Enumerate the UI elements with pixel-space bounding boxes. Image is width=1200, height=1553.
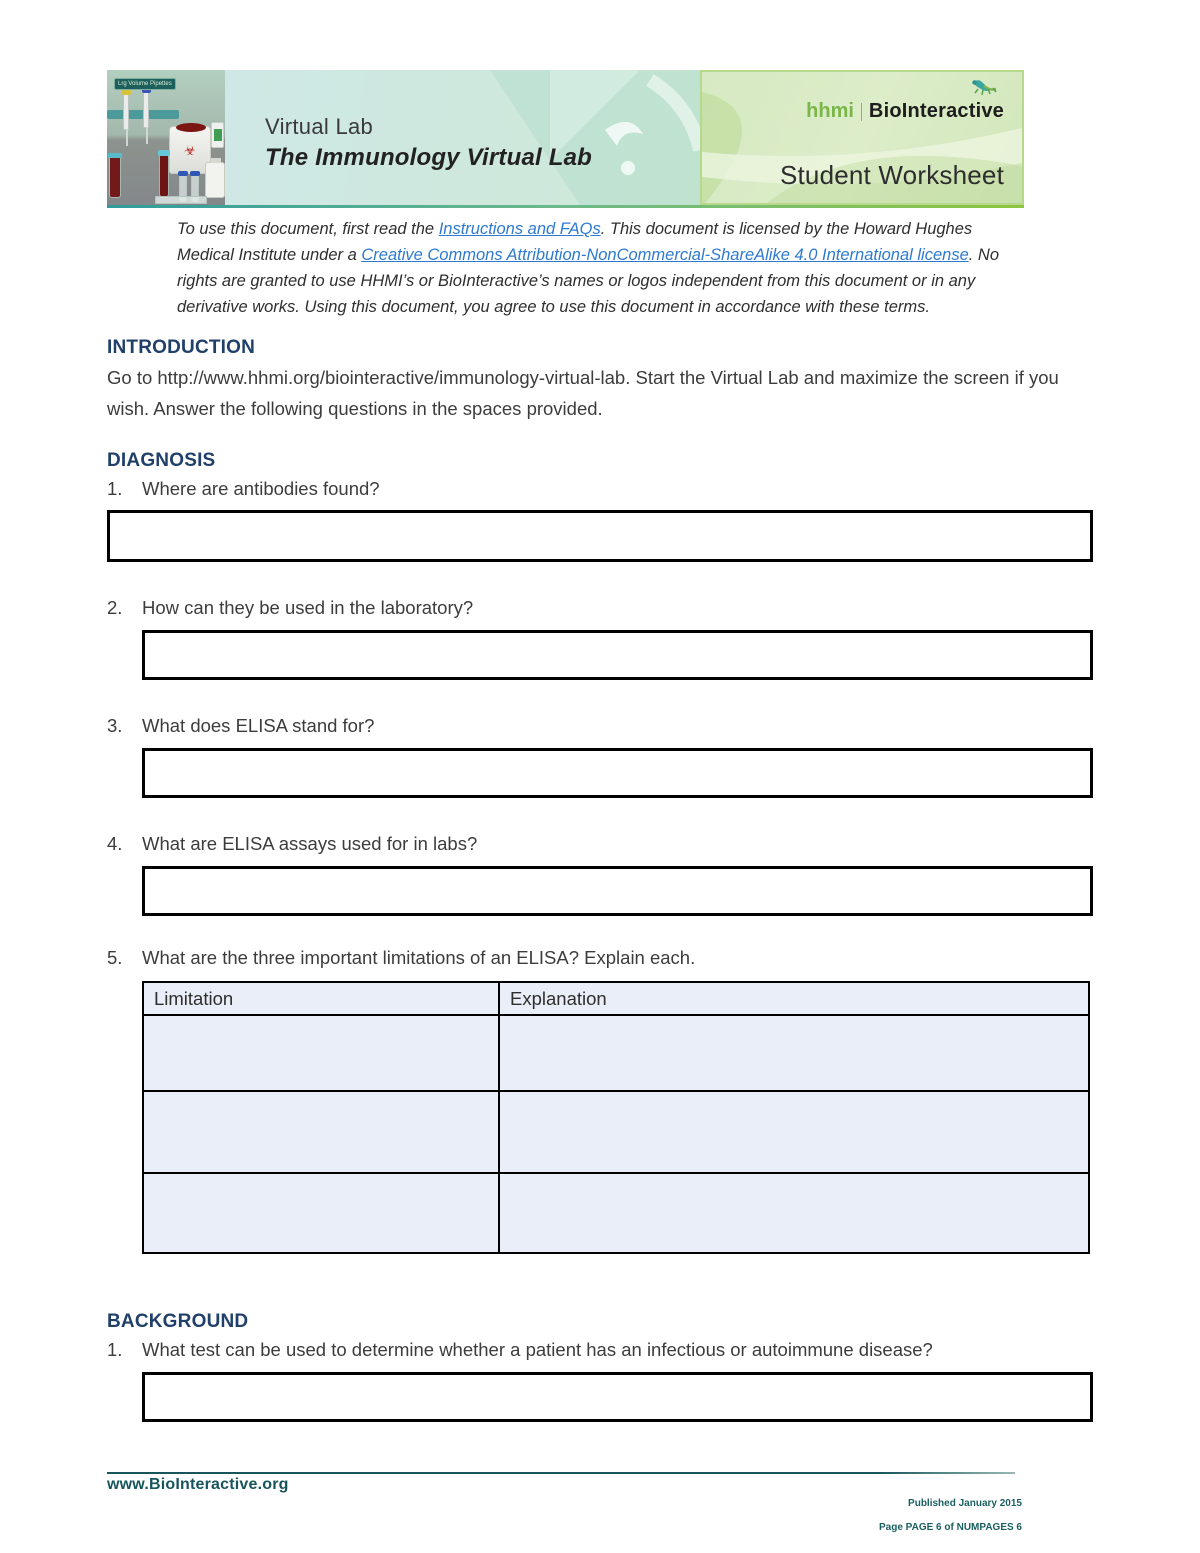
footer-page-number: Page PAGE 6 of NUMPAGES 6	[879, 1522, 1022, 1533]
question-text: What are ELISA assays used for in labs?	[142, 833, 478, 854]
pipette-icon	[123, 94, 129, 130]
brand-panel	[700, 70, 1024, 205]
question-diagnosis-4	[107, 829, 1093, 858]
question-number: 2.	[107, 597, 123, 618]
reagent-bottle-icon	[211, 122, 224, 148]
brand-separator	[861, 103, 862, 121]
question-background-1	[107, 1335, 1093, 1364]
footer-published-date: Published January 2015	[908, 1498, 1022, 1509]
explanation-cell[interactable]	[499, 1091, 1089, 1173]
license-text: To use this document, first read the	[177, 220, 439, 238]
answer-box-diagnosis-4[interactable]	[142, 866, 1093, 916]
question-diagnosis-3	[107, 711, 1093, 740]
worksheet-body	[107, 337, 1093, 1422]
question-number: 3.	[107, 715, 123, 736]
question-number: 1.	[107, 478, 123, 499]
worksheet-type-label: Student Worksheet	[779, 160, 1004, 190]
biohazard-icon: ☣	[184, 143, 196, 158]
thumbnail-tooltip: Lrg Volume Pipettes	[114, 78, 176, 90]
banner-title-area	[225, 70, 700, 205]
question-text: Where are antibodies found?	[142, 478, 380, 499]
biointeractive-logo: BioInteractive	[868, 100, 1004, 122]
introduction-heading: INTRODUCTION	[107, 337, 256, 358]
table-row	[143, 1015, 1089, 1091]
table-header-row	[143, 982, 1089, 1015]
header-divider	[107, 205, 1024, 208]
question-number: 1.	[107, 1339, 123, 1360]
footer-meta	[879, 1498, 1022, 1533]
limitation-cell[interactable]	[143, 1091, 499, 1173]
license-text: . This document is licensed by the Howard Hughes Medical Institute under a	[177, 220, 973, 264]
introduction-text: Go to http://www.hhmi.org/biointeractive/immunology-virtual-lab. Start the Virtual Lab and maximize the screen if you wish. Answer the following questions in the spaces provided.	[107, 367, 1059, 419]
test-tube-icon	[109, 156, 121, 198]
virtual-lab-thumbnail	[107, 70, 225, 205]
limitation-cell[interactable]	[143, 1173, 499, 1253]
question-number: 4.	[107, 833, 123, 854]
table-row	[143, 1091, 1089, 1173]
pipette-icon	[143, 92, 149, 128]
question-text: What does ELISA stand for?	[142, 715, 375, 736]
footer-site-link[interactable]: www.BioInteractive.org	[107, 1476, 289, 1493]
limitations-table	[142, 981, 1090, 1254]
answer-box-diagnosis-3[interactable]	[142, 748, 1093, 798]
license-text: . No rights are granted to use HHMI’s or BioInteractive’s names or logos independent from this document or in any derivative works. Using this document, you agree to use this document in accordance with these terms.	[177, 246, 1000, 316]
answer-box-diagnosis-2[interactable]	[142, 630, 1093, 680]
limitation-column-header: Limitation	[143, 982, 499, 1015]
table-row	[143, 1173, 1089, 1253]
diagnosis-heading: DIAGNOSIS	[107, 450, 216, 471]
instructions-faqs-link[interactable]: Instructions and FAQs	[438, 220, 601, 238]
license-paragraph	[177, 216, 1033, 320]
explanation-cell[interactable]	[499, 1015, 1089, 1091]
question-diagnosis-1	[107, 474, 1093, 503]
question-diagnosis-5	[107, 943, 1093, 972]
question-text: What are the three important limitations of an ELISA? Explain each.	[142, 947, 696, 968]
footer-divider	[107, 1472, 1015, 1474]
product-line-label: Virtual Lab	[265, 114, 374, 139]
question-diagnosis-2	[107, 593, 1093, 622]
explanation-column-header: Explanation	[499, 982, 1089, 1015]
explanation-cell[interactable]	[499, 1173, 1089, 1253]
answer-box-background-1[interactable]	[142, 1372, 1093, 1422]
bottle-icon	[205, 162, 225, 198]
creative-commons-license-link[interactable]: Creative Commons Attribution-NonCommercial-ShareAlike 4.0 International license	[361, 246, 969, 264]
hhmi-logo: hhmi	[806, 100, 854, 122]
document-title: The Immunology Virtual Lab	[265, 144, 592, 171]
header-banner	[107, 70, 1024, 205]
limitation-cell[interactable]	[143, 1015, 499, 1091]
tube-rack-icon	[155, 196, 207, 204]
page-footer	[107, 1472, 1022, 1533]
question-text: What test can be used to determine whether a patient has an infectious or autoimmune disease?	[142, 1339, 933, 1360]
question-number: 5.	[107, 947, 123, 968]
answer-box-diagnosis-1[interactable]	[107, 510, 1093, 562]
gecko-icon	[970, 78, 998, 98]
question-text: How can they be used in the laboratory?	[142, 597, 474, 618]
blood-tube-icon	[159, 154, 169, 198]
background-heading: BACKGROUND	[107, 1311, 249, 1332]
